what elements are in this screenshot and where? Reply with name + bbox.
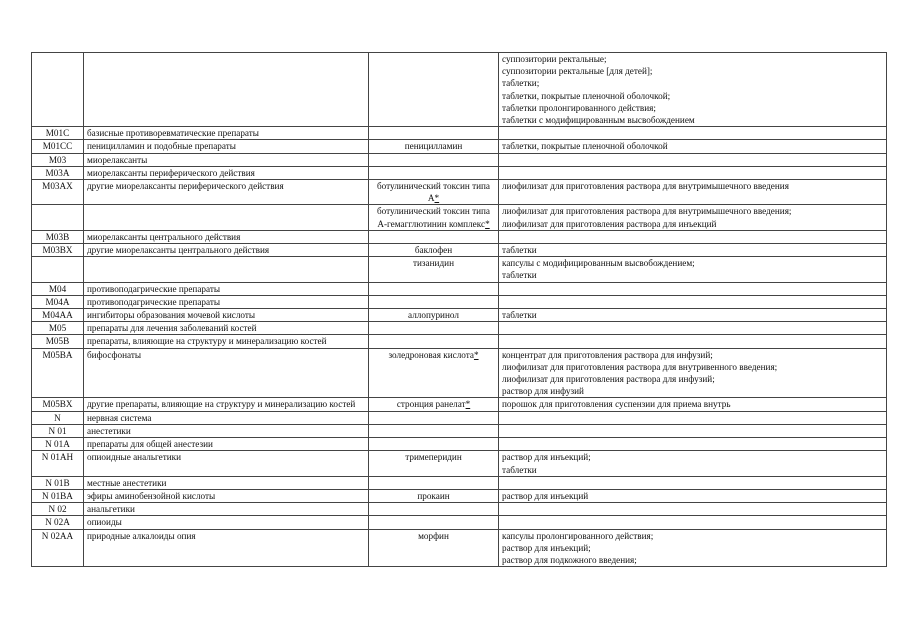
dosage-form-line: таблетки (502, 245, 537, 256)
atc-code-cell: M05 (32, 322, 84, 335)
table-row (32, 529, 887, 567)
dosage-form-line: лиофилизат для приготовления раствора для внутримышечного введения; (502, 206, 792, 217)
dosage-form-line: раствор для инъекций (502, 490, 589, 501)
table-row (32, 476, 887, 489)
atc-code-cell: N 01BA (32, 489, 84, 502)
anatomical-group-cell: местные анестетики (84, 476, 369, 489)
dosage-form-line: суппозитории ректальные [для детей]; (502, 66, 653, 77)
anatomical-group-cell: опиоиды (84, 516, 369, 529)
drug-name-cell (369, 205, 499, 230)
anatomical-group-cell: противоподагрические препараты (84, 282, 369, 295)
table-row (32, 53, 887, 127)
dosage-form-cell (499, 348, 887, 398)
drug-name-cell (369, 140, 499, 153)
table-row (32, 295, 887, 308)
drug-name-cell (369, 180, 499, 205)
table-row (32, 166, 887, 179)
drug-name-cell (369, 516, 499, 529)
drug-name: ботулинический токсин типа А-гемагглютинин комплекс (376, 206, 491, 229)
dosage-form-line: таблетки, покрытые пленочной оболочкой (502, 141, 668, 152)
drug-name-cell (369, 127, 499, 140)
dosage-form-line: таблетки с модифицированным высвобождением (502, 115, 695, 126)
anatomical-group-cell: препараты для общей анестезии (84, 438, 369, 451)
table-row (32, 205, 887, 230)
dosage-form-line: лиофилизат для приготовления раствора для инъекций (502, 218, 717, 229)
atc-code-cell: M05BX (32, 398, 84, 411)
drug-name: морфин (418, 530, 449, 541)
drug-name-cell (369, 335, 499, 348)
atc-code-cell: M01CC (32, 140, 84, 153)
table-row (32, 140, 887, 153)
drug-name-cell (369, 451, 499, 476)
anatomical-group-cell: эфиры аминобензойной кислоты (84, 489, 369, 502)
dosage-form-cell (499, 166, 887, 179)
table-row (32, 153, 887, 166)
dosage-form-line: таблетки, покрытые пленочной оболочкой; (502, 90, 671, 101)
dosage-form-line: лиофилизат для приготовления раствора для инфузий; (502, 374, 715, 385)
anatomical-group-cell: опиоидные анальгетики (84, 451, 369, 476)
dosage-form-cell (499, 335, 887, 348)
atc-code-cell: M03B (32, 230, 84, 243)
atc-code-cell: N 01B (32, 476, 84, 489)
table-row (32, 127, 887, 140)
dosage-form-line: таблетки (502, 310, 537, 321)
table-row (32, 438, 887, 451)
dosage-form-line: концентрат для приготовления раствора для инфузий; (502, 349, 713, 360)
table-row (32, 451, 887, 476)
dosage-form-line: порошок для приготовления суспензии для приема внутрь (502, 399, 731, 410)
dosage-form-cell (499, 295, 887, 308)
drug-name: тримеперидин (405, 452, 462, 463)
dosage-form-cell (499, 309, 887, 322)
dosage-form-cell (499, 398, 887, 411)
drug-name-cell (369, 322, 499, 335)
drug-name-cell (369, 476, 499, 489)
atc-code-cell (32, 205, 84, 230)
atc-code-cell: N 01AH (32, 451, 84, 476)
anatomical-group-cell: препараты для лечения заболеваний костей (84, 322, 369, 335)
dosage-form-line: раствор для подкожного введения; (502, 554, 637, 565)
anatomical-group-cell: природные алкалоиды опия (84, 529, 369, 567)
dosage-form-cell (499, 153, 887, 166)
table-row (32, 230, 887, 243)
drug-name: ботулинический токсин типа А (376, 181, 491, 204)
table-body (32, 53, 887, 567)
dosage-form-cell (499, 140, 887, 153)
table-row (32, 489, 887, 502)
drug-name: стронция ранелат (396, 399, 466, 410)
drug-name: золедроновая кислота (388, 349, 474, 360)
drug-name: прокаин (417, 490, 450, 501)
drug-name-cell (369, 398, 499, 411)
anatomical-group-cell: ингибиторы образования мочевой кислоты (84, 309, 369, 322)
anatomical-group-cell: нервная система (84, 411, 369, 424)
atc-code-cell: N 02 (32, 503, 84, 516)
table-row (32, 244, 887, 257)
footnote-mark: * (465, 399, 471, 410)
dosage-form-line: раствор для инфузий (502, 386, 584, 397)
table-row (32, 411, 887, 424)
atc-code-cell: N 02AA (32, 529, 84, 567)
drug-name-cell (369, 230, 499, 243)
dosage-form-cell (499, 127, 887, 140)
table-row (32, 348, 887, 398)
atc-code-cell: M04A (32, 295, 84, 308)
anatomical-group-cell: базисные противоревматические препараты (84, 127, 369, 140)
anatomical-group-cell: бифосфонаты (84, 348, 369, 398)
anatomical-group-cell: анестетики (84, 424, 369, 437)
drug-name-cell (369, 282, 499, 295)
drug-name-cell (369, 503, 499, 516)
dosage-form-cell (499, 322, 887, 335)
anatomical-group-cell: пеницилламин и подобные препараты (84, 140, 369, 153)
anatomical-group-cell: другие миорелаксанты периферического действия (84, 180, 369, 205)
atc-code-cell: M03AX (32, 180, 84, 205)
atc-code-cell: M04 (32, 282, 84, 295)
drug-name-cell (369, 411, 499, 424)
drug-name-cell (369, 153, 499, 166)
dosage-form-cell (499, 282, 887, 295)
dosage-form-cell (499, 476, 887, 489)
drug-name: тизанидин (413, 258, 454, 269)
dosage-form-line: лиофилизат для приготовления раствора для внутримышечного введения (502, 181, 789, 192)
atc-code-cell: M03BX (32, 244, 84, 257)
anatomical-group-cell: анальгетики (84, 503, 369, 516)
footnote-mark: * (485, 218, 490, 229)
table-row (32, 282, 887, 295)
drug-name-cell (369, 529, 499, 567)
drug-name-cell (369, 166, 499, 179)
anatomical-group-cell: препараты, влияющие на структуру и минерализацию костей (84, 335, 369, 348)
dosage-form-line: суппозитории ректальные; (502, 54, 607, 64)
anatomical-group-cell: миорелаксанты периферического действия (84, 166, 369, 179)
dosage-form-cell (499, 180, 887, 205)
table-row (32, 398, 887, 411)
anatomical-group-cell: миорелаксанты (84, 153, 369, 166)
table-row (32, 257, 887, 282)
drug-name-cell (369, 424, 499, 437)
drug-name-cell (369, 489, 499, 502)
table-row (32, 503, 887, 516)
anatomical-group-cell: миорелаксанты центрального действия (84, 230, 369, 243)
dosage-form-cell (499, 489, 887, 502)
footnote-mark: * (473, 349, 479, 360)
anatomical-group-cell: противоподагрические препараты (84, 295, 369, 308)
dosage-form-line: раствор для инъекций; (502, 542, 591, 553)
dosage-form-cell (499, 438, 887, 451)
drug-name-cell (369, 257, 499, 282)
dosage-form-cell (499, 257, 887, 282)
atc-code-cell: N 01A (32, 438, 84, 451)
dosage-form-line: таблетки (502, 464, 537, 475)
atc-code-cell (32, 257, 84, 282)
drug-name-cell (369, 309, 499, 322)
dosage-form-line: таблетки; (502, 78, 540, 89)
atc-code-cell: M04AA (32, 309, 84, 322)
dosage-form-line: лиофилизат для приготовления раствора для внутривенного введения; (502, 361, 778, 372)
anatomical-group-cell (84, 53, 369, 127)
dosage-form-cell (499, 529, 887, 567)
drug-name: пеницилламин (404, 141, 463, 152)
dosage-form-cell (499, 503, 887, 516)
drug-name-cell (369, 53, 499, 127)
dosage-form-cell (499, 230, 887, 243)
dosage-form-cell (499, 424, 887, 437)
table-row (32, 516, 887, 529)
atc-code-cell: M03 (32, 153, 84, 166)
table-row (32, 180, 887, 205)
drug-name: аллопуринол (408, 310, 459, 321)
atc-code-cell: M05BA (32, 348, 84, 398)
anatomical-group-cell: другие миорелаксанты центрального действия (84, 244, 369, 257)
drug-name-cell (369, 244, 499, 257)
atc-code-cell: M05B (32, 335, 84, 348)
drug-name: баклофен (414, 245, 453, 256)
anatomical-group-cell (84, 205, 369, 230)
table-row (32, 335, 887, 348)
drug-table (31, 52, 887, 567)
atc-code-cell: N (32, 411, 84, 424)
dosage-form-cell (499, 516, 887, 529)
drug-name-cell (369, 438, 499, 451)
dosage-form-line: капсулы пролонгированного действия; (502, 530, 654, 541)
table-row (32, 424, 887, 437)
drug-name-cell (369, 348, 499, 398)
atc-code-cell: M03A (32, 166, 84, 179)
atc-code-cell (32, 53, 84, 127)
dosage-form-cell (499, 205, 887, 230)
atc-code-cell: M01C (32, 127, 84, 140)
dosage-form-cell (499, 244, 887, 257)
dosage-form-line: раствор для инъекций; (502, 452, 591, 463)
drug-name-cell (369, 295, 499, 308)
table-row (32, 309, 887, 322)
dosage-form-cell (499, 53, 887, 127)
dosage-form-line: таблетки (502, 270, 537, 281)
atc-code-cell: N 02A (32, 516, 84, 529)
table-row (32, 322, 887, 335)
footnote-mark: * (434, 193, 440, 204)
dosage-form-line: таблетки пролонгированного действия; (502, 102, 656, 113)
atc-code-cell: N 01 (32, 424, 84, 437)
anatomical-group-cell (84, 257, 369, 282)
dosage-form-line: капсулы с модифицированным высвобождением; (502, 258, 695, 269)
dosage-form-cell (499, 411, 887, 424)
dosage-form-cell (499, 451, 887, 476)
anatomical-group-cell: другие препараты, влияющие на структуру и минерализацию костей (84, 398, 369, 411)
